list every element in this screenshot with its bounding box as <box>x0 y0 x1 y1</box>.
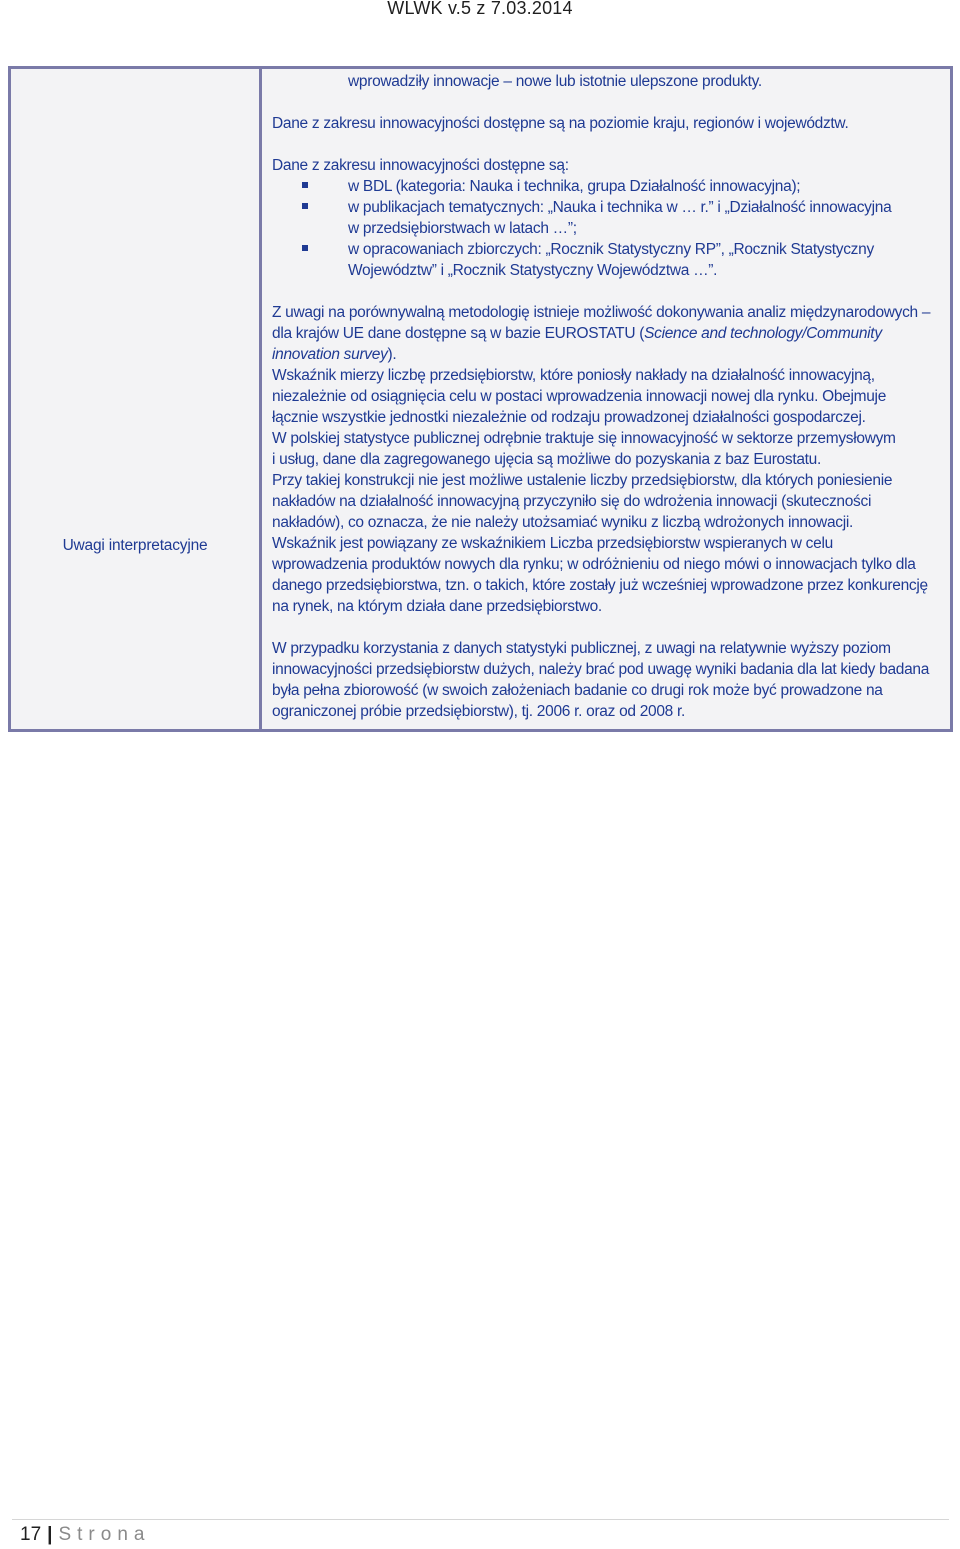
text-segment-italic: Science and technology/Community <box>644 325 882 342</box>
text-line: Dane z zakresu innowacyjności dostępne są: <box>272 157 569 174</box>
content-table <box>8 66 953 732</box>
text-line <box>272 323 952 344</box>
document-version-header: WLWK v.5 z 7.03.2014 <box>387 0 573 18</box>
row-content <box>272 71 952 722</box>
square-bullet-icon <box>302 182 308 188</box>
row-label: Uwagi interpretacyjne <box>62 537 208 554</box>
text-line: wprowadzenia produktów nowych dla rynku; w odróżnieniu od niego mówi o innowacjach tylko dla <box>272 556 916 573</box>
text-line: W przypadku korzystania z danych statystyki publicznej, z uwagi na relatywnie wyższy poziom <box>272 640 891 657</box>
column-divider <box>259 69 262 729</box>
page-number: 17 <box>20 1524 42 1545</box>
page-footer <box>20 1524 150 1546</box>
sources-list <box>272 176 952 281</box>
list-item <box>272 176 952 197</box>
text-line: Dane z zakresu innowacyjności dostępne są na poziomie kraju, regionów i województw. <box>272 115 849 132</box>
text-line: w BDL (kategoria: Nauka i technika, grupa Działalność innowacyjna); <box>348 178 801 195</box>
footer-separator: | <box>47 1524 53 1545</box>
text-line: była pełna zbiorowość (w swoich założeniach badanie co drugi rok może być prowadzone na <box>272 682 883 699</box>
text-line: Z uwagi na porównywalną metodologię istnieje możliwość dokonywania analiz międzynarodowych – <box>272 304 931 321</box>
text-line: innowacyjności przedsiębiorstw dużych, należy brać pod uwagę wyniki badania dla lat kiedy badana <box>272 661 930 678</box>
list-item <box>272 239 952 281</box>
footer-divider <box>12 1519 949 1520</box>
square-bullet-icon <box>302 245 308 251</box>
text-line: na rynek, na którym działa dane przedsiębiorstwo. <box>272 598 602 615</box>
text-line: nakładów), co oznacza, że nie należy utożsamiać wyniku z liczbą wdrożonych innowacji. <box>272 514 854 531</box>
text-segment-italic: innovation survey <box>272 346 388 363</box>
text-line: w opracowaniach zbiorczych: „Rocznik Statystyczny RP”, „Rocznik Statystyczny <box>348 241 874 258</box>
text-line: w publikacjach tematycznych: „Nauka i technika w … r.” i „Działalność innowacyjna <box>348 199 892 216</box>
text-line: ograniczonej próbie przedsiębiorstw), tj. 2006 r. oraz od 2008 r. <box>272 703 686 720</box>
text-line: Województw” i „Rocznik Statystyczny Województwa …”. <box>348 262 718 279</box>
page-word: Strona <box>58 1524 151 1545</box>
text-line: wprowadziły innowacje – nowe lub istotnie ulepszone produkty. <box>348 73 762 90</box>
text-line: w przedsiębiorstwach w latach …”; <box>348 220 577 237</box>
list-item <box>272 197 952 239</box>
text-line <box>272 344 952 365</box>
text-line: nakładów na działalność innowacyjną przyczyniło się do wdrożenia innowacji (skuteczności <box>272 493 872 510</box>
text-line: niezależnie od osiągnięcia celu w postaci wprowadzenia innowacji nowej dla rynku. Obejmuje <box>272 388 887 405</box>
text-line: łącznie wszystkie jednostki niezależnie od rodzaju prowadzonej działalności gospodarczej. <box>272 409 866 426</box>
square-bullet-icon <box>302 203 308 209</box>
text-line: i usług, dane dla zagregowanego ujęcia są możliwe do pozyskania z baz Eurostatu. <box>272 451 821 468</box>
text-line: W polskiej statystyce publicznej odrębnie traktuje się innowacyjność w sektorze przemysłowym <box>272 430 896 447</box>
text-segment: ). <box>387 346 397 363</box>
text-segment: dla krajów UE dane dostępne są w bazie EUROSTATU ( <box>272 325 645 342</box>
text-line: Wskaźnik mierzy liczbę przedsiębiorstw, które poniosły nakłady na działalność innowacyjną, <box>272 367 875 384</box>
text-line: Przy takiej konstrukcji nie jest możliwe ustalenie liczby przedsiębiorstw, dla których poniesienie <box>272 472 893 489</box>
text-line: Wskaźnik jest powiązany ze wskaźnikiem Liczba przedsiębiorstw wspieranych w celu <box>272 535 833 552</box>
text-line: danego przedsiębiorstwa, tzn. o takich, które zostały już wcześniej wprowadzone przez konkurencję <box>272 577 928 594</box>
